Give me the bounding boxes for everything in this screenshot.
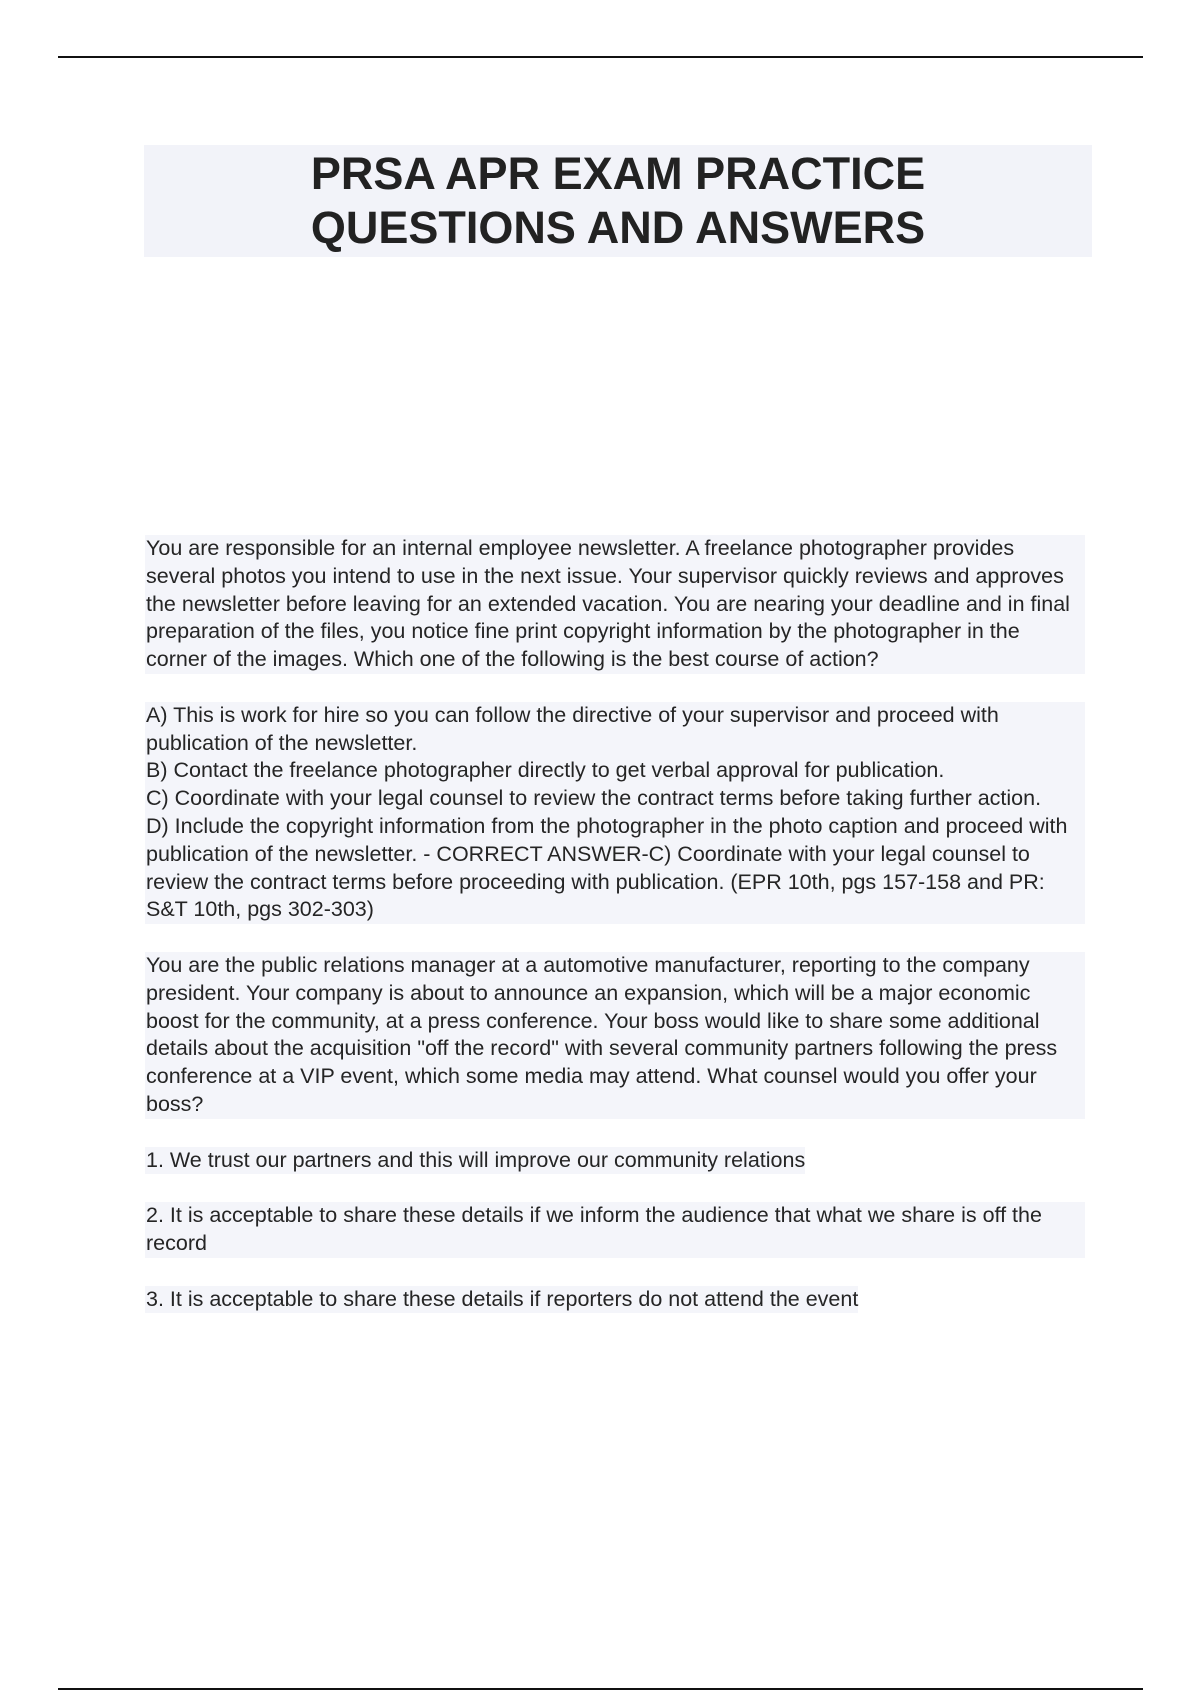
bottom-rule xyxy=(58,1688,1143,1690)
question-2-option-2: 2. It is acceptable to share these details if we inform the audience that what we share is off the record xyxy=(145,1202,1085,1258)
question-2-option-1: 1. We trust our partners and this will improve our community relations xyxy=(145,1147,805,1175)
question-1-option-b: B) Contact the freelance photographer directly to get verbal approval for publication. xyxy=(145,757,1085,785)
top-rule xyxy=(58,56,1143,58)
question-1-stem: You are responsible for an internal employee newsletter. A freelance photographer provides several photos you intend to use in the next issue. Your supervisor quickly reviews and approves the newsletter before leaving for an extended vacation. You are nearing your deadline and in final preparation of the files, you notice fine print copyright information by the photographer in the corner of the images. Which one of the following is the best course of action? xyxy=(145,535,1085,674)
question-1-options xyxy=(145,702,1085,924)
document-title xyxy=(144,145,1092,257)
question-2-option-1-wrap xyxy=(145,1147,1085,1175)
question-2-stem: You are the public relations manager at a automotive manufacturer, reporting to the company president. Your company is about to announce an expansion, which will be a major economic boost for the community, at a press conference. Your boss would like to share some additional details about the acquisition "off the record" with several community partners following the press conference at a VIP event, which some media may attend. What counsel would you offer your boss? xyxy=(145,952,1085,1119)
title-line-1: PRSA APR EXAM PRACTICE xyxy=(310,148,926,199)
question-1-option-c: C) Coordinate with your legal counsel to review the contract terms before taking further action. xyxy=(145,785,1085,813)
title-line-2: QUESTIONS AND ANSWERS xyxy=(310,202,926,253)
question-2-option-3-wrap xyxy=(145,1286,1085,1314)
question-1-option-d-answer: D) Include the copyright information from the photographer in the photo caption and proceed with publication of the newsletter. - CORRECT ANSWER-C) Coordinate with your legal counsel to review the contract terms before proceeding with publication. (EPR 10th, pgs 157-158 and PR: S&T 10th, pgs 302-303) xyxy=(145,813,1085,924)
question-1 xyxy=(145,535,1085,674)
document-body xyxy=(145,535,1085,1341)
question-1-option-a: A) This is work for hire so you can follow the directive of your supervisor and proceed with publication of the newsletter. xyxy=(145,702,1085,758)
question-2-option-2-wrap xyxy=(145,1202,1085,1258)
question-2-option-3: 3. It is acceptable to share these details if reporters do not attend the event xyxy=(145,1286,858,1314)
question-2 xyxy=(145,952,1085,1119)
